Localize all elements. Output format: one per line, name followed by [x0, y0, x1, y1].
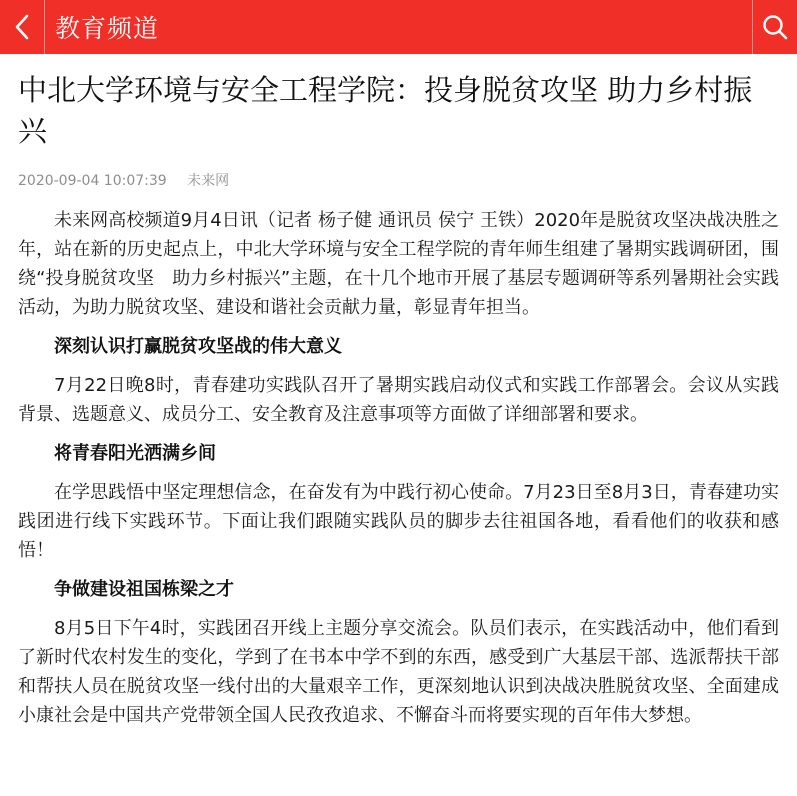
paragraph-3: 在学思践悟中坚定理想信念，在奋发有为中践行初心使命。7月23日至8月3日，青春建功实践团进行线下实践环节。下面让我们跟随实践队员的脚步去往祖国各地，看看他们的收获和感悟！ — [18, 482, 779, 561]
article-meta — [18, 170, 779, 190]
section-heading-3: 争做建设祖国栋梁之才 — [54, 579, 234, 600]
section-heading-1: 深刻认识打赢脱贫攻坚战的伟大意义 — [54, 336, 342, 357]
top-bar — [0, 0, 797, 54]
paragraph-2: 7月22日晚8时，青春建功实践队召开了暑期实践启动仪式和实践工作部署会。会议从实践背景、选题意义、成员分工、安全教育及注意事项等方面做了详细部署和要求。 — [18, 375, 779, 425]
paragraph-1: 未来网高校频道9月4日讯（记者 杨子健 通讯员 侯宁 王铁）2020年是脱贫攻坚决战决胜之年，站在新的历史起点上，中北大学环境与安全工程学院的青年师生组建了暑期实践调研团，围绕“投身脱贫攻坚 助力乡村振兴”主题，在十几个地市开展了基层专题调研等系列暑期社会实践活动，为助力脱贫攻坚、建设和谐社会贡献力量，彰显青年担当。 — [18, 210, 779, 318]
search-button[interactable] — [752, 0, 797, 54]
article-source[interactable]: 未来网 — [187, 173, 230, 189]
article-title: 中北大学环境与安全工程学院：投身脱贫攻坚 助力乡村振兴 — [18, 73, 753, 148]
channel-title: 教育频道 — [55, 14, 160, 43]
chevron-left-icon — [13, 13, 31, 41]
article — [0, 70, 797, 730]
search-icon — [761, 13, 789, 41]
publish-date: 2020-09-04 10:07:39 — [18, 173, 167, 189]
paragraph-4: 8月5日下午4时，实践团召开线上主题分享交流会。队员们表示，在实践活动中，他们看到了新时代农村发生的变化，学到了在书本中学不到的东西，感受到广大基层干部、选派帮扶干部和帮扶人员在脱贫攻坚一线付出的大量艰辛工作，更深刻地认识到决战决胜脱贫攻坚、全面建成小康社会是中国共产党带领全国人民孜孜追求、不懈奋斗而将要实现的百年伟大梦想。 — [18, 618, 779, 726]
section-heading-2: 将青春阳光洒满乡间 — [54, 443, 216, 464]
back-button[interactable] — [0, 0, 45, 54]
article-content — [18, 206, 779, 730]
